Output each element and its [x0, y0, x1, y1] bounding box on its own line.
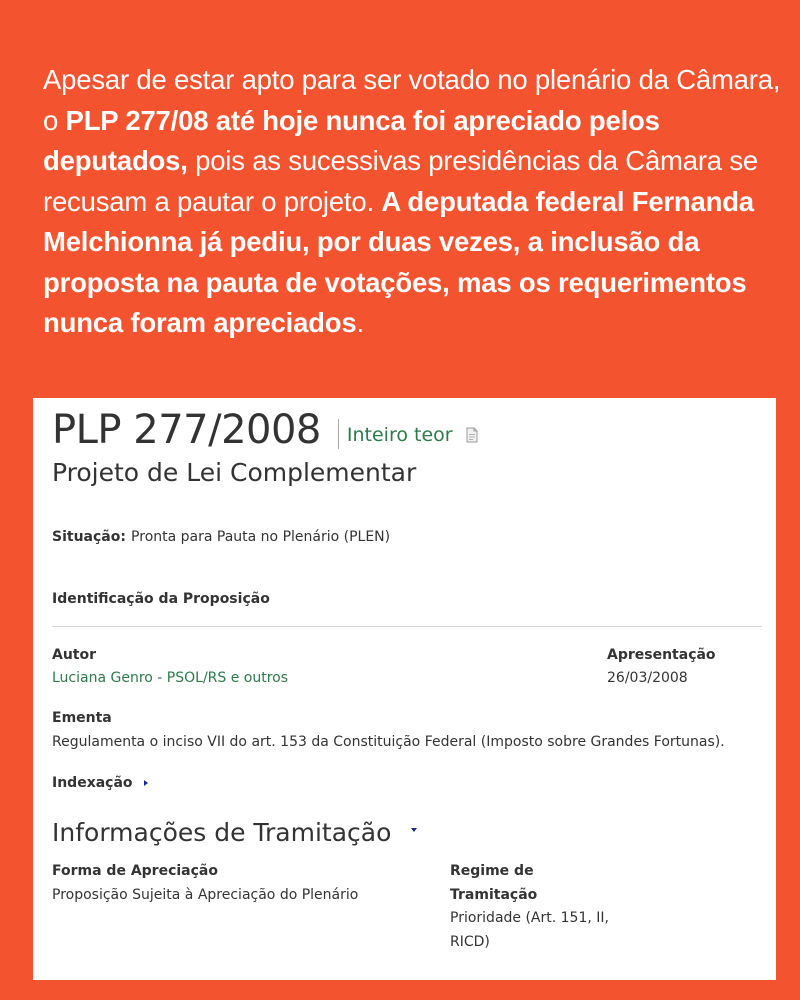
proposition-code: PLP 277/2008 [52, 407, 321, 453]
author-label: Autor [52, 647, 97, 663]
caret-right-icon [142, 778, 150, 788]
indexing-toggle[interactable] [52, 775, 150, 791]
presentation-label: Apresentação [607, 647, 716, 663]
status-label: Situação: [52, 529, 126, 545]
appreciation-form-label: Forma de Apreciação [52, 863, 218, 879]
presentation-date: 26/03/2008 [607, 670, 688, 686]
title-row [52, 407, 479, 453]
processing-heading [52, 818, 419, 847]
proposition-card [33, 398, 776, 980]
headline-part-1: Apesar de estar apto para ser votado no plenário da Câmara, o [43, 64, 781, 136]
headline-bold-1: PLP 277/08 até hoje nunca foi apreciado pelos deputados, [43, 104, 660, 176]
title-separator [338, 419, 339, 449]
headline-part-2: pois as sucessivas presidências da Câmara se recusam a pautar o projeto. [43, 145, 758, 217]
section-divider [52, 626, 762, 627]
headline-part-3: . [356, 307, 364, 338]
regime-label-line-2: Tramitação [450, 887, 538, 903]
status-row [52, 526, 390, 545]
appreciation-form-value: Proposição Sujeita à Apreciação do Plenário [52, 887, 359, 903]
headline-text [43, 60, 783, 344]
regime-value-line-1: Prioridade (Art. 151, II, [450, 910, 609, 926]
summary-text: Regulamenta o inciso VII do art. 153 da Constituição Federal (Imposto sobre Grandes Fortunas). [52, 734, 725, 750]
proposition-type: Projeto de Lei Complementar [52, 458, 417, 487]
document-icon[interactable] [465, 427, 479, 443]
full-text-link[interactable]: Inteiro teor [346, 424, 453, 446]
regime-value-line-2: RICD) [450, 934, 490, 950]
summary-label: Ementa [52, 710, 112, 726]
caret-down-icon[interactable] [409, 826, 419, 834]
indexing-label: Indexação [52, 775, 133, 791]
author-link[interactable]: Luciana Genro - PSOL/RS e outros [52, 670, 289, 686]
status-value: Pronta para Pauta no Plenário (PLEN) [131, 529, 391, 545]
identification-heading: Identificação da Proposição [52, 591, 270, 607]
processing-heading-text: Informações de Tramitação [52, 818, 392, 847]
regime-label-line-1: Regime de [450, 863, 534, 879]
headline-bold-2: A deputada federal Fernanda Melchionna já pediu, por duas vezes, a inclusão da proposta na pauta de votações, mas os requerimentos nunca foram apreciados [43, 185, 754, 338]
